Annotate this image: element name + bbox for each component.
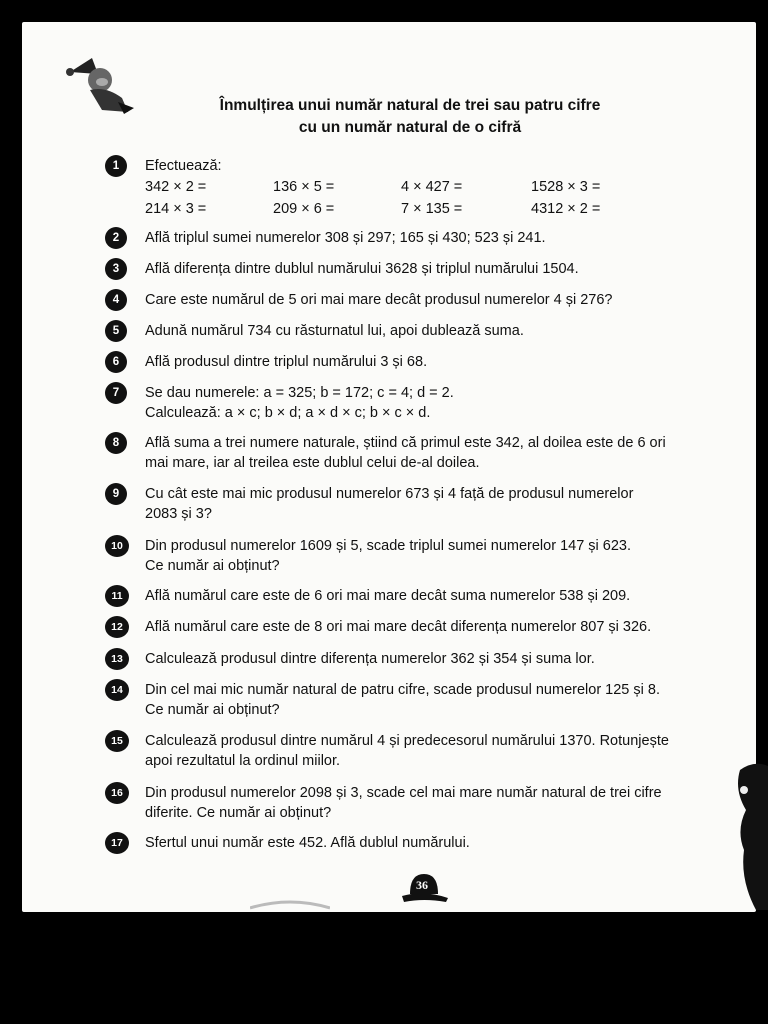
exercise-text: Află numărul care este de 8 ori mai mare decât diferența numerelor 807 și 326. [145,619,652,635]
exercise-text: Care este numărul de 5 ori mai mare decât produsul numerelor 4 și 276? [145,292,613,308]
exercise-number: 10 [105,535,129,557]
page-title-line-2: cu un număr natural de o cifră [298,119,522,136]
exercise-text: Află produsul dintre triplul numărului 3 și 68. [145,354,428,370]
exercise-line: diferite. Ce număr ai obținut? [145,805,332,821]
exercise-line: Din cel mai mic număr natural de patru cifre, scade produsul numerelor 125 și 8. [145,682,660,698]
page-number: 36 [416,878,428,892]
exercise-number: 5 [105,320,127,342]
exercise-number: 4 [105,289,127,311]
exercise-line: Ce număr ai obținut? [145,558,280,574]
character-decoration-icon [726,760,768,910]
exercise-text: Află diferența dintre dublul numărului 3628 și triplul numărului 1504. [145,261,579,277]
exercise-text [145,731,725,771]
exercise-text: Sfertul unui număr este 452. Află dublul numărului. [145,835,470,851]
operation: 136 × 5 = [273,179,335,195]
exercise-line: Din produsul numerelor 1609 și 5, scade triplul sumei numerelor 147 și 623. [145,538,632,554]
exercise-text: Calculează produsul dintre diferența numerelor 362 și 354 și suma lor. [145,651,595,667]
operation: 7 × 135 = [401,201,463,217]
operation: 1528 × 3 = [531,179,601,195]
exercise-number: 14 [105,679,129,701]
exercise-number: 17 [105,832,129,854]
exercise-line: Calculează: a × c; b × d; a × d × c; b × c × d. [145,405,431,421]
exercise-text [145,433,725,473]
scuff-mark-icon [250,898,330,910]
operation: 4312 × 2 = [531,201,601,217]
operation: 4 × 427 = [401,179,463,195]
exercise-text: Efectuează: [145,158,222,174]
exercise-line: 2083 și 3? [145,506,212,522]
operation: 214 × 3 = [145,201,207,217]
exercise-text [145,783,725,823]
exercise-text [145,680,725,720]
exercise-number: 3 [105,258,127,280]
exercise-line: Ce număr ai obținut? [145,702,280,718]
exercise-number: 16 [105,782,129,804]
operation: 209 × 6 = [273,201,335,217]
exercise-number: 13 [105,648,129,670]
exercise-line: Se dau numerele: a = 325; b = 172; c = 4; d = 2. [145,385,454,401]
exercise-number: 11 [105,585,129,607]
exercise-text: Află triplul sumei numerelor 308 și 297; 165 și 430; 523 și 241. [145,230,546,246]
exercise-line: mai mare, iar al treilea este dublul celui de-al doilea. [145,455,480,471]
page-title-line-1: Înmulțirea unui număr natural de trei sau patru cifre [219,97,601,114]
exercise-line: Cu cât este mai mic produsul numerelor 673 și 4 față de produsul numerelor [145,486,634,502]
exercise-number: 9 [105,483,127,505]
exercise-text [145,383,725,423]
exercise-number: 12 [105,616,129,638]
exercise-line: Din produsul numerelor 2098 și 3, scade cel mai mare număr natural de trei cifre [145,785,662,801]
exercise-number: 8 [105,432,127,454]
exercise-number: 2 [105,227,127,249]
exercise-line: apoi rezultatul la ordinul miilor. [145,753,341,769]
exercise-text: Adună numărul 734 cu răsturnatul lui, apoi dublează suma. [145,323,524,339]
exercise-text: Află numărul care este de 6 ori mai mare decât suma numerelor 538 și 209. [145,588,631,604]
exercise-number: 7 [105,382,127,404]
exercise-number: 1 [105,155,127,177]
exercise-text [145,484,725,524]
exercise-number: 15 [105,730,129,752]
operation: 342 × 2 = [145,179,207,195]
exercise-line: Calculează produsul dintre numărul 4 și predecesorul numărului 1370. Rotunjește [145,733,669,749]
exercise-text [145,536,725,576]
exercise-line: Află suma a trei numere naturale, știind că primul este 342, al doilea este de 6 ori [145,435,666,451]
exercise-number: 6 [105,351,127,373]
